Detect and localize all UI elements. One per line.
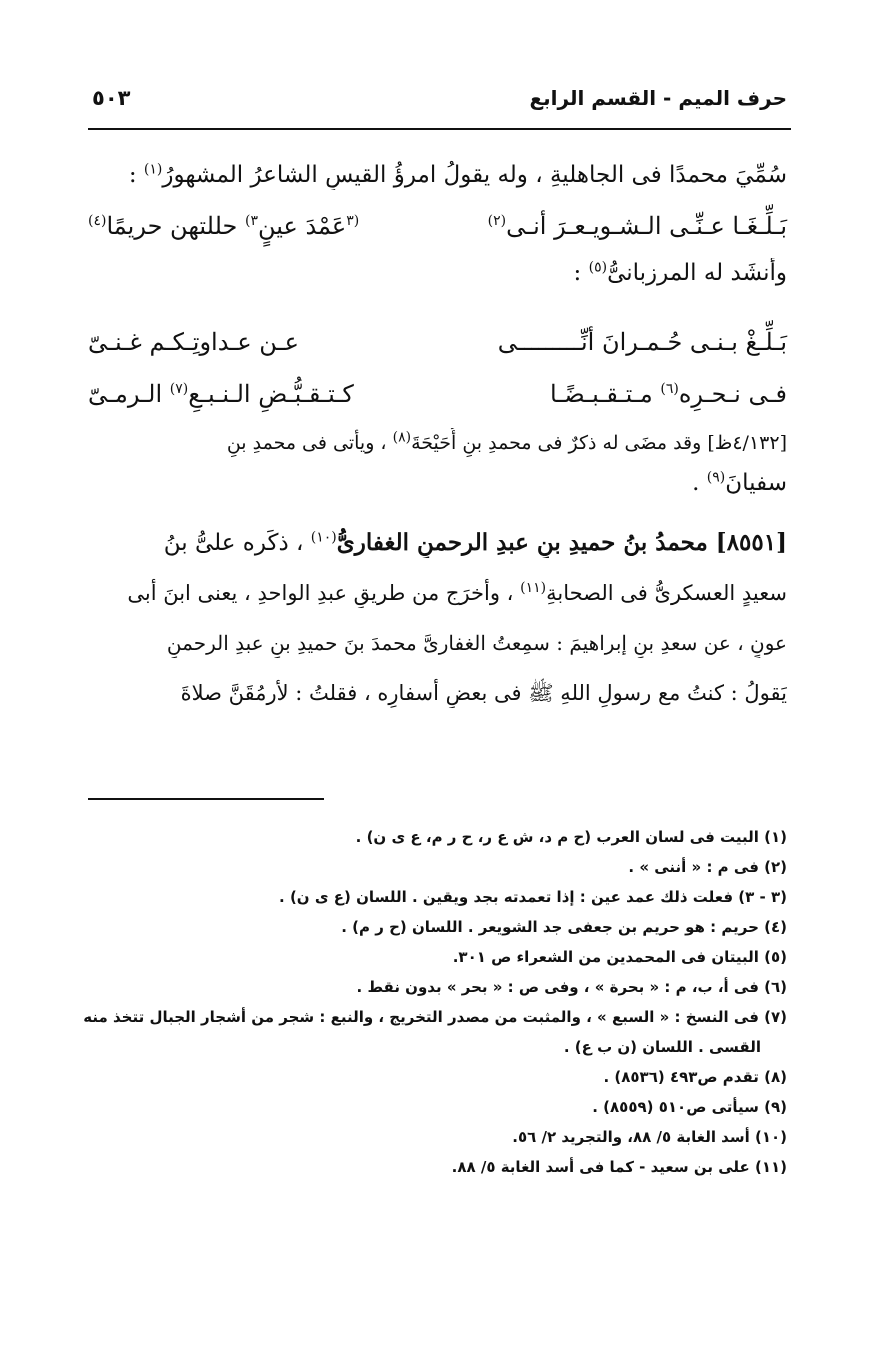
text-line [88,428,787,458]
text-line: يَقولُ : كنتُ مع رسولِ اللهِ ﷺ فى بعضِ أسفارِه ، فقلتُ : لأرمُقَنَّ صلاةَ [180,681,787,705]
footnote-ref[interactable]: (٤) [88,213,107,229]
text-span: ، ذكَره علىُّ بنُ [163,530,311,556]
verse-hemistich-2: عـن عـداوتِـكـم غـنـىّ [88,328,299,356]
footnote: (٨) تقدم ص٤٩٣ (٨٥٣٦) . [603,1068,787,1086]
footnote: (١) البيت فى لسان العرب (ح م د، ش ع ر، ح ر م، ع ى ن) . [355,828,787,846]
page-number: ٥٠٣ [92,86,131,110]
main-text [88,160,787,708]
text-span: ، وأخرَج من طريقِ عبدِ الواحدِ ، يعنى ابنَ أبى [127,581,521,605]
footnote-ref[interactable]: (٣ [346,213,360,229]
running-header [92,86,787,126]
entry-title: [٨٥٥١] محمدُ بنُ حميدِ بنِ عبدِ الرحمنِ الغفارىُّ [336,529,787,556]
footnote-continuation: القسى . اللسان (ن ب ع) . [563,1038,761,1056]
footnote-ref[interactable]: (٦) [660,381,679,397]
footnote: (٩) سيأتى ص٥١٠ (٨٥٥٩) . [592,1098,787,1116]
verse-hemistich-1: بَـلِّـغَـا عـنِّـى الـشـويـعـرَ أنـى$^{(٢)}$ [487,212,787,240]
footnote-ref[interactable]: (١) [143,161,163,178]
text-span: . [692,470,707,496]
footnote-ref[interactable]: (١١) [520,580,547,596]
header-rule [88,128,791,130]
footnote: (٧) فى النسخ : « السبع » ، والمثبت من مصدر التخريج ، والنبع : شجر من أشجار الجبال تتخذ منه [83,1008,787,1026]
verse-hemistich-1: بَـلِّـغْ بـنـى حُـمـرانَ أنِّـــــــــى [497,328,787,356]
text-span: : [573,260,589,286]
footnote: (٥) البيتان فى المحمدين من الشعراء ص ٣٠١. [452,948,787,966]
footnote: (٣ - ٣) فعلت ذلك عمد عين : إذا تعمدته بجد ويقين . اللسان (ع ى ن) . [279,888,787,906]
text-span: [٤/١٣٢ظ] وقد مضَى له ذكرٌ فى محمدِ بنِ أُحَيْحَةَ [411,432,787,454]
text-line [88,258,787,288]
text-span: سعيدٍ العسكرىُّ فى الصحابةِ [546,581,787,605]
text-line [88,160,787,190]
text-line [88,468,787,498]
text-span: سُمِّيَ محمدًا فى الجاهليةِ ، وله يقولُ امرؤُ القيسِ الشاعرُ المشهورُ [162,162,787,188]
verse-hemistich-2: كـتـقـبُّـضِ الـنـبـعِ$^{(٧)}$ الـرمـىّ [88,380,354,408]
footnote-ref[interactable]: (٧) [169,381,189,397]
footnote-ref[interactable]: (٥) [588,259,608,276]
footnote: (١٠) أسد الغابة ٥/ ٨٨، والتجريد ٢/ ٥٦. [512,1128,787,1146]
entry-heading [88,528,787,558]
footnote-ref[interactable]: ٣) [244,213,258,229]
verse-hemistich-2: $^{(٣}$عَمْدَ عينٍ$^{٣)}$ حللتهن حريمًا$^{(٤)}$ [88,212,360,240]
text-line [88,578,787,608]
footnote-ref[interactable]: (٩) [706,469,726,486]
footnotes [83,822,787,1182]
text-line: عونٍ ، عن سعدِ بنِ إبراهيمَ : سمِعتُ الغفارىَّ محمدَ بنَ حميدِ بنِ عبدِ الرحمنِ [166,631,787,655]
footnote: (٢) فى م : « أننى » . [628,858,787,876]
footnote: (١١) على بن سعيد - كما فى أسد الغابة ٥/ ٨٨. [451,1158,787,1176]
footnote-ref[interactable]: (٨) [392,429,412,446]
text-span: ، ويأتى فى محمدِ بنِ [226,432,393,454]
verse-line [88,212,787,246]
footnote-ref[interactable]: (١٠) [310,529,337,546]
verse-line [88,328,787,362]
header-title: حرف الميم - القسم الرابع [529,86,787,110]
text-span: وأنشَد له المرزبانىُّ [607,260,787,286]
text-span: سفيانَ [725,470,787,496]
footnote-ref[interactable]: (٢) [487,213,507,229]
footnote: (٦) فى أ، ب، م : « بحرة » ، وفى ص : « بحر » بدون نقط . [356,978,787,996]
verse-hemistich-1: فـى نـحـرِه$^{(٦)}$ مـتـقـبـضًـا [549,380,787,408]
verse-line [88,380,787,414]
text-span: : [128,162,144,188]
footnote-separator [88,798,324,800]
footnote: (٤) حريم : هو حريم بن جعفى جد الشويعر . اللسان (ح ر م) . [341,918,787,936]
